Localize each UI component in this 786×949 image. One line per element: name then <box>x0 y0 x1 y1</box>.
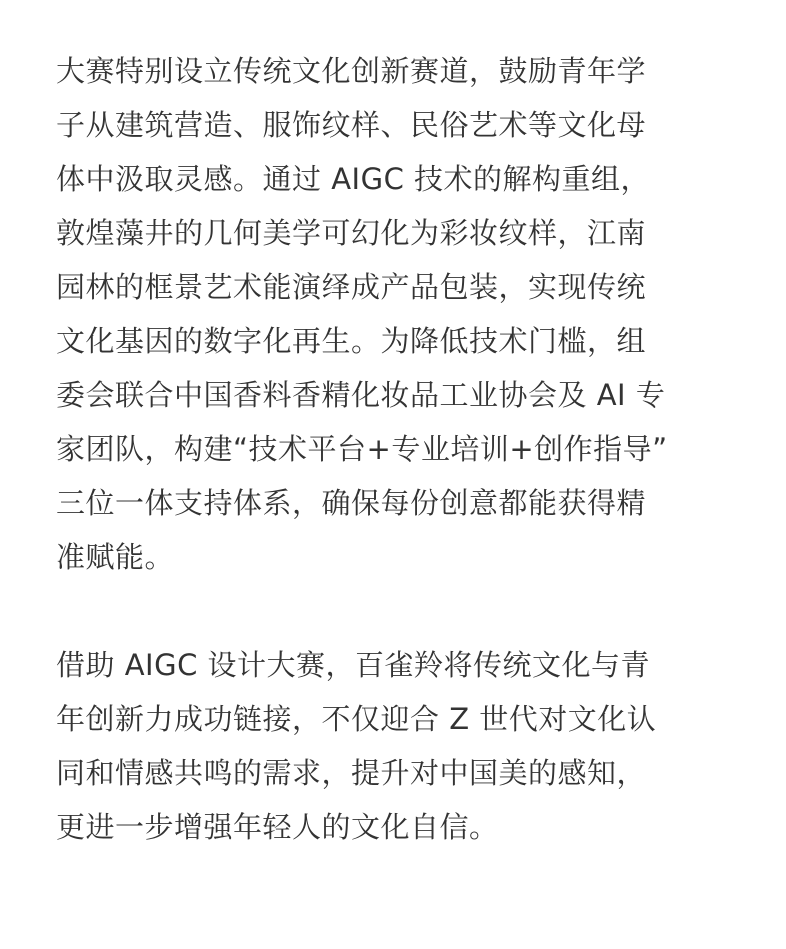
paragraph-1 <box>56 44 736 584</box>
text-line: 三位一体支持体系，确保每份创意都能获得精 <box>56 486 647 520</box>
text-line: 体中汲取灵感。通过 AIGC 技术的解构重组， <box>56 162 651 196</box>
text-line: 委会联合中国香料香精化妆品工业协会及 AI 专 <box>56 378 666 412</box>
text-line: 园林的框景艺术能演绎成产品包装，实现传统 <box>56 270 647 304</box>
text-line: 准赋能。 <box>56 540 175 574</box>
article-body <box>56 44 736 854</box>
text-line: 同和情感共鸣的需求，提升对中国美的感知， <box>56 756 647 790</box>
text-line: 家团队，构建“技术平台+专业培训+创作指导” <box>56 432 668 466</box>
paragraph-2 <box>56 638 736 854</box>
text-line: 更进一步增强年轻人的文化自信。 <box>56 810 499 844</box>
text-line: 大赛特别设立传统文化创新赛道，鼓励青年学 <box>56 54 647 88</box>
text-line: 年创新力成功链接，不仅迎合 Z 世代对文化认 <box>56 702 657 736</box>
text-line: 借助 AIGC 设计大赛，百雀羚将传统文化与青 <box>56 648 651 682</box>
text-line: 文化基因的数字化再生。为降低技术门槛，组 <box>56 324 647 358</box>
text-line: 子从建筑营造、服饰纹样、民俗艺术等文化母 <box>56 108 647 142</box>
text-line: 敦煌藻井的几何美学可幻化为彩妆纹样，江南 <box>56 216 647 250</box>
paragraph-spacer <box>56 584 736 638</box>
